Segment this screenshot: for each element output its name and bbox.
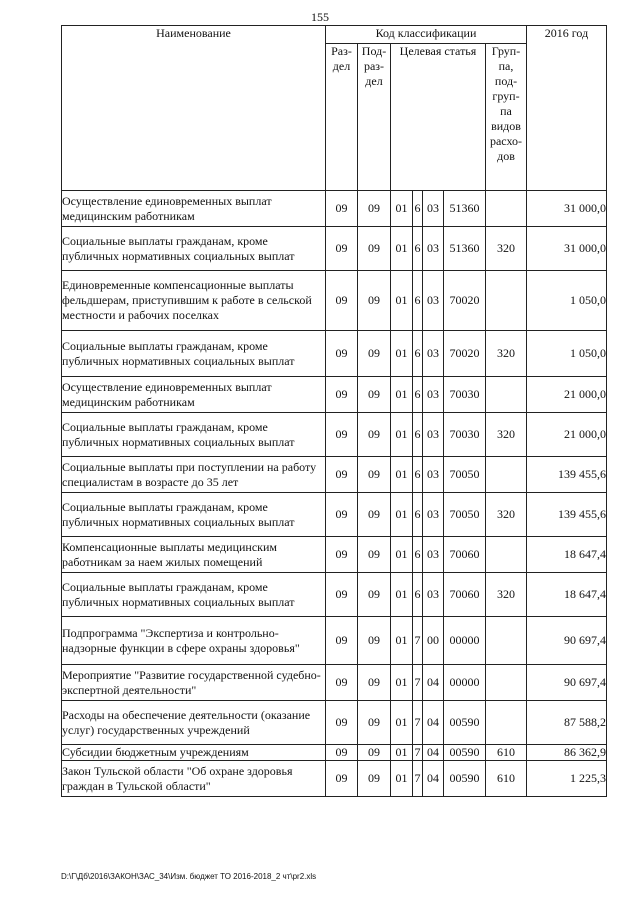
header-classification-code: Код классификации	[326, 26, 527, 44]
row-subsection: 09	[358, 761, 391, 797]
table-row	[62, 457, 607, 493]
row-target-direction: 70050	[444, 457, 486, 493]
row-target-direction: 51360	[444, 227, 486, 271]
row-target-direction: 00590	[444, 761, 486, 797]
table-row	[62, 745, 607, 761]
row-name: Мероприятие "Развитие государственной судебно-экспертной деятельности"	[62, 665, 326, 701]
row-target-event: 00	[423, 617, 444, 665]
row-expense-group	[486, 701, 527, 745]
row-subsection: 09	[358, 377, 391, 413]
row-section: 09	[326, 271, 358, 331]
row-amount: 139 455,6	[527, 493, 607, 537]
table-row	[62, 573, 607, 617]
row-amount: 1 225,3	[527, 761, 607, 797]
row-subsection: 09	[358, 537, 391, 573]
row-target-program: 01	[391, 331, 413, 377]
table-row	[62, 617, 607, 665]
row-subsection: 09	[358, 665, 391, 701]
row-section: 09	[326, 457, 358, 493]
row-target-program: 01	[391, 377, 413, 413]
row-amount: 90 697,4	[527, 617, 607, 665]
row-target-program: 01	[391, 191, 413, 227]
page-number: 155	[311, 10, 329, 24]
table-row	[62, 761, 607, 797]
row-target-event: 03	[423, 573, 444, 617]
row-section: 09	[326, 617, 358, 665]
table-body	[62, 191, 607, 797]
row-subsection: 09	[358, 745, 391, 761]
row-expense-group	[486, 665, 527, 701]
row-target-subprogram: 6	[413, 493, 423, 537]
row-name: Социальные выплаты при поступлении на работу специалистам в возрасте до 35 лет	[62, 457, 326, 493]
row-target-program: 01	[391, 761, 413, 797]
row-expense-group	[486, 191, 527, 227]
row-amount: 18 647,4	[527, 573, 607, 617]
row-subsection: 09	[358, 331, 391, 377]
row-name: Расходы на обеспечение деятельности (оказание услуг) государственных учреждений	[62, 701, 326, 745]
row-target-subprogram: 6	[413, 227, 423, 271]
row-section: 09	[326, 745, 358, 761]
header-subsection: Под- раз- дел	[358, 44, 391, 191]
row-target-direction: 70060	[444, 573, 486, 617]
row-section: 09	[326, 493, 358, 537]
row-name: Социальные выплаты гражданам, кроме публичных нормативных социальных выплат	[62, 493, 326, 537]
row-section: 09	[326, 573, 358, 617]
table-row	[62, 227, 607, 271]
row-expense-group: 320	[486, 227, 527, 271]
row-target-program: 01	[391, 537, 413, 573]
row-target-event: 03	[423, 537, 444, 573]
row-target-event: 03	[423, 457, 444, 493]
row-section: 09	[326, 761, 358, 797]
header-year: 2016 год	[527, 26, 607, 191]
row-amount: 21 000,0	[527, 377, 607, 413]
row-target-program: 01	[391, 271, 413, 331]
row-amount: 90 697,4	[527, 665, 607, 701]
row-target-direction: 00000	[444, 665, 486, 701]
table-row	[62, 537, 607, 573]
row-target-event: 04	[423, 745, 444, 761]
table-row	[62, 493, 607, 537]
row-target-subprogram: 7	[413, 701, 423, 745]
row-target-event: 03	[423, 377, 444, 413]
row-target-direction: 00590	[444, 745, 486, 761]
row-expense-group	[486, 537, 527, 573]
row-target-subprogram: 6	[413, 377, 423, 413]
row-subsection: 09	[358, 457, 391, 493]
row-target-event: 03	[423, 271, 444, 331]
row-target-event: 03	[423, 191, 444, 227]
row-target-event: 03	[423, 413, 444, 457]
row-section: 09	[326, 331, 358, 377]
row-target-subprogram: 7	[413, 665, 423, 701]
row-target-event: 03	[423, 493, 444, 537]
row-subsection: 09	[358, 413, 391, 457]
row-target-direction: 70050	[444, 493, 486, 537]
row-target-subprogram: 7	[413, 761, 423, 797]
row-amount: 21 000,0	[527, 413, 607, 457]
row-name: Закон Тульской области "Об охране здоровья граждан в Тульской области"	[62, 761, 326, 797]
row-target-subprogram: 6	[413, 191, 423, 227]
row-name: Социальные выплаты гражданам, кроме публичных нормативных социальных выплат	[62, 413, 326, 457]
row-target-program: 01	[391, 493, 413, 537]
row-name: Субсидии бюджетным учреждениям	[62, 745, 326, 761]
row-name: Единовременные компенсационные выплаты фельдшерам, приступившим к работе в сельской местности и рабочих поселках	[62, 271, 326, 331]
table-row	[62, 331, 607, 377]
row-target-direction: 51360	[444, 191, 486, 227]
row-expense-group	[486, 377, 527, 413]
row-amount: 87 588,2	[527, 701, 607, 745]
row-target-subprogram: 7	[413, 617, 423, 665]
row-target-program: 01	[391, 617, 413, 665]
row-target-direction: 70060	[444, 537, 486, 573]
table-row	[62, 191, 607, 227]
row-amount: 31 000,0	[527, 191, 607, 227]
row-target-direction: 00000	[444, 617, 486, 665]
row-target-direction: 70020	[444, 331, 486, 377]
row-section: 09	[326, 191, 358, 227]
table-row	[62, 701, 607, 745]
row-expense-group: 320	[486, 573, 527, 617]
table-row	[62, 271, 607, 331]
row-name: Осуществление единовременных выплат медицинским работникам	[62, 377, 326, 413]
row-target-event: 04	[423, 761, 444, 797]
row-section: 09	[326, 227, 358, 271]
row-target-direction: 70020	[444, 271, 486, 331]
row-subsection: 09	[358, 617, 391, 665]
row-amount: 1 050,0	[527, 331, 607, 377]
row-expense-group: 610	[486, 745, 527, 761]
row-target-subprogram: 6	[413, 413, 423, 457]
row-target-program: 01	[391, 573, 413, 617]
row-subsection: 09	[358, 191, 391, 227]
row-expense-group: 610	[486, 761, 527, 797]
row-target-event: 03	[423, 227, 444, 271]
row-target-program: 01	[391, 457, 413, 493]
row-target-subprogram: 6	[413, 573, 423, 617]
budget-table	[61, 25, 607, 797]
row-name: Социальные выплаты гражданам, кроме публичных нормативных социальных выплат	[62, 227, 326, 271]
row-subsection: 09	[358, 227, 391, 271]
row-section: 09	[326, 665, 358, 701]
row-expense-group: 320	[486, 331, 527, 377]
row-name: Подпрограмма "Экспертиза и контрольно-надзорные функции в сфере охраны здоровья"	[62, 617, 326, 665]
row-expense-group: 320	[486, 413, 527, 457]
row-target-subprogram: 7	[414, 745, 421, 759]
row-subsection: 09	[358, 573, 391, 617]
row-subsection: 09	[358, 493, 391, 537]
table-row	[62, 665, 607, 701]
row-target-program: 01	[391, 665, 413, 701]
row-section: 09	[326, 537, 358, 573]
row-target-event: 04	[423, 665, 444, 701]
row-amount: 18 647,4	[527, 537, 607, 573]
row-expense-group	[486, 617, 527, 665]
row-name: Социальные выплаты гражданам, кроме публичных нормативных социальных выплат	[62, 331, 326, 377]
row-target-direction: 70030	[444, 413, 486, 457]
row-name: Осуществление единовременных выплат медицинским работникам	[62, 191, 326, 227]
row-name: Социальные выплаты гражданам, кроме публичных нормативных социальных выплат	[62, 573, 326, 617]
row-target-direction: 00590	[444, 701, 486, 745]
row-target-subprogram: 6	[413, 537, 423, 573]
row-amount: 31 000,0	[527, 227, 607, 271]
row-subsection: 09	[358, 271, 391, 331]
row-expense-group	[486, 457, 527, 493]
header-name: Наименование	[62, 26, 326, 191]
row-amount: 1 050,0	[527, 271, 607, 331]
row-target-subprogram: 6	[413, 457, 423, 493]
row-expense-group: 320	[486, 493, 527, 537]
row-amount: 86 362,9	[527, 745, 607, 761]
row-target-event: 03	[423, 331, 444, 377]
row-target-program: 01	[391, 745, 413, 761]
row-target-direction: 70030	[444, 377, 486, 413]
row-target-program: 01	[391, 227, 413, 271]
row-section: 09	[326, 377, 358, 413]
row-name: Компенсационные выплаты медицинским работникам за наем жилых помещений	[62, 537, 326, 573]
row-expense-group	[486, 271, 527, 331]
row-section: 09	[326, 701, 358, 745]
row-section: 09	[326, 413, 358, 457]
row-target-program: 01	[391, 701, 413, 745]
header-section: Раз- дел	[326, 44, 358, 191]
row-target-program: 01	[391, 413, 413, 457]
header-expense-group: Груп- па, под- груп- па видов расхо- дов	[486, 44, 527, 191]
header-target-article: Целевая статья	[391, 44, 486, 191]
row-amount: 139 455,6	[527, 457, 607, 493]
file-path-footer: D:\Г\Дб\2016\ЗАКОН\ЗАС_34\Изм. бюджет ТО 2016-2018_2 чт\pr2.xls	[61, 872, 317, 881]
table-row	[62, 413, 607, 457]
row-target-subprogram: 6	[413, 331, 423, 377]
row-subsection: 09	[358, 701, 391, 745]
row-target-subprogram: 6	[413, 271, 423, 331]
table-row	[62, 377, 607, 413]
row-target-event: 04	[423, 701, 444, 745]
